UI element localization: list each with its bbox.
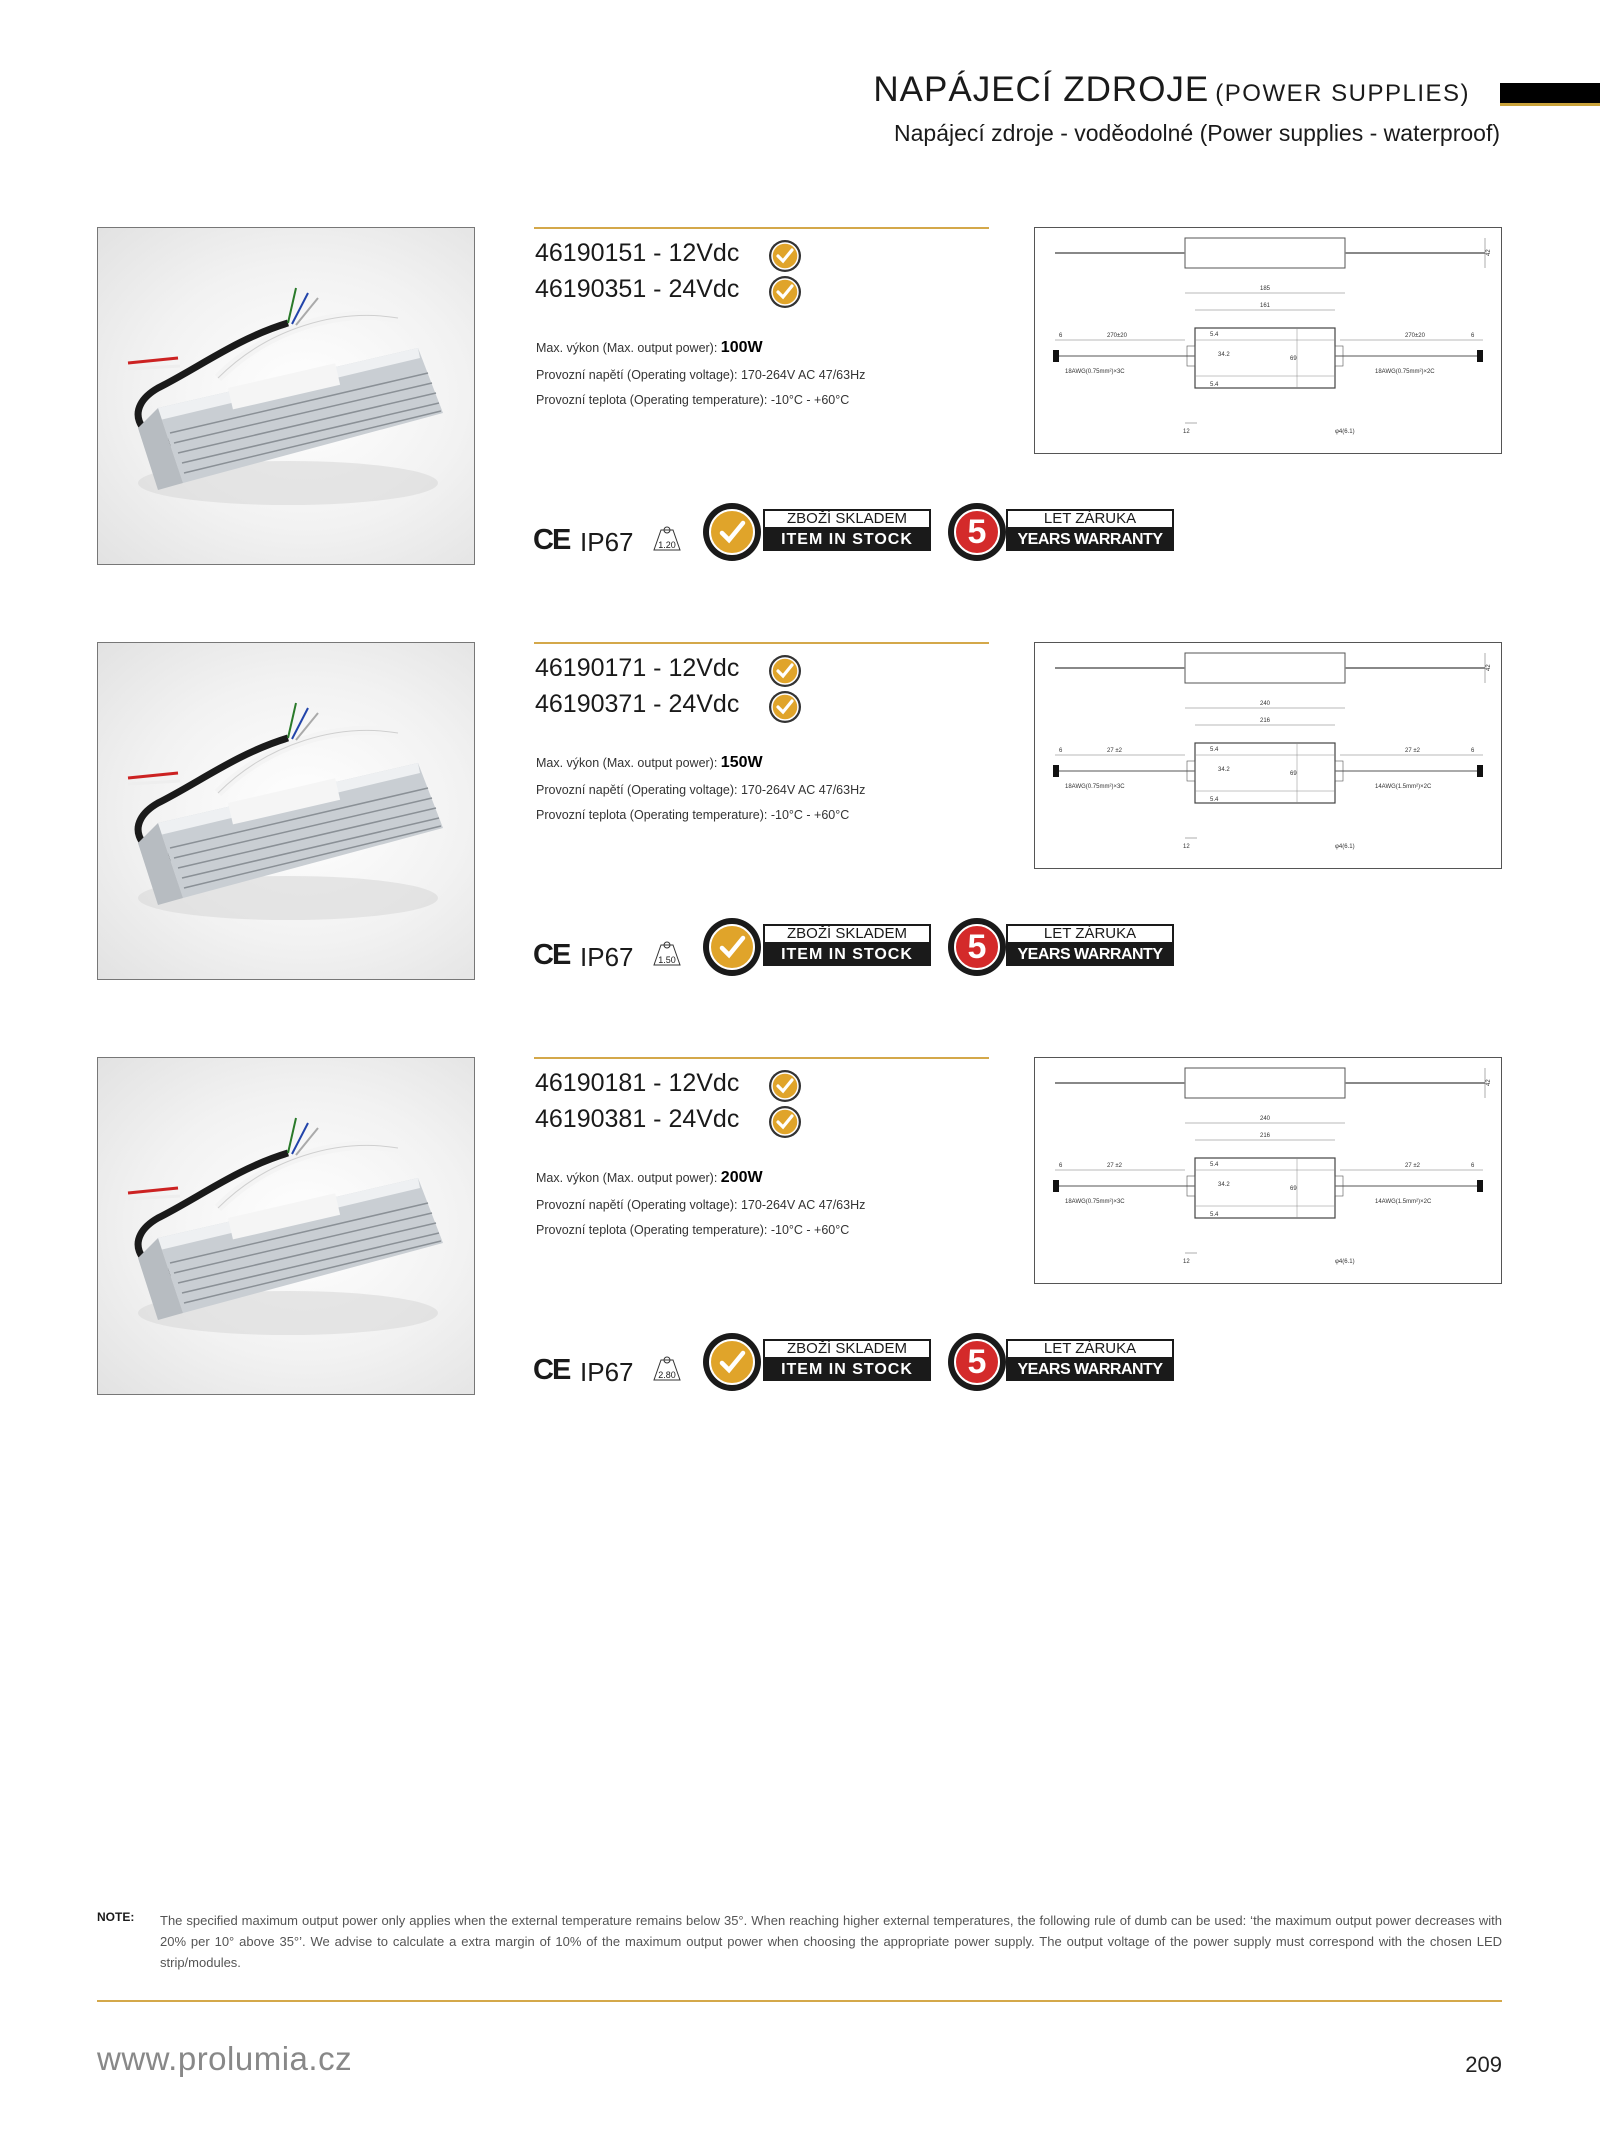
dimension-label: 14AWG(1.5mm²)×2C — [1375, 784, 1432, 790]
dimension-label: 240 — [1260, 701, 1271, 707]
dimension-label: 12 — [1183, 844, 1190, 850]
dimension-drawing — [1035, 228, 1501, 453]
warranty-label-cz: LET ZÁRUKA — [1006, 924, 1174, 944]
stock-label-cz: ZBOŽÍ SKLADEM — [763, 509, 931, 529]
dimension-label: 18AWG(0.75mm²)×2C — [1375, 369, 1435, 375]
warranty-five-icon: 5 — [948, 503, 1006, 561]
spec-power-label: Max. výkon (Max. output power): — [536, 756, 721, 770]
section-divider — [534, 642, 989, 644]
dimension-label: 42 — [1486, 249, 1492, 256]
dimension-label: 6 — [1059, 748, 1063, 754]
stock-check-icon — [703, 918, 761, 976]
spec-voltage: Provozní napětí (Operating voltage): 170-264V AC 47/63Hz — [536, 368, 866, 382]
weight-icon — [652, 526, 682, 550]
check-circle-icon — [768, 239, 802, 273]
item-in-stock-badge — [703, 918, 931, 978]
warranty-label-en: YEARS WARRANTY — [1006, 529, 1174, 551]
warranty-label-cz: LET ZÁRUKA — [1006, 1339, 1174, 1359]
dimension-label: φ4(6.1) — [1335, 1259, 1355, 1265]
technical-drawing — [1034, 642, 1502, 869]
title-accent-bar — [1500, 83, 1600, 103]
dimension-label: 42 — [1486, 664, 1492, 671]
dimension-label: 5.4 — [1210, 1162, 1219, 1168]
dimension-label: 216 — [1260, 718, 1271, 724]
stock-label-cz: ZBOŽÍ SKLADEM — [763, 924, 931, 944]
stock-label-en: ITEM IN STOCK — [763, 944, 931, 966]
dimension-label: 42 — [1486, 1079, 1492, 1086]
ip-rating: IP67 — [580, 527, 634, 557]
product-photo — [97, 1057, 475, 1395]
title-accent-gold-line — [1500, 103, 1600, 106]
dimension-label: φ4(6.1) — [1335, 844, 1355, 850]
warranty-badge — [948, 918, 1174, 978]
warranty-badge — [948, 503, 1174, 563]
product-section — [0, 227, 1600, 567]
dimension-label: 5.4 — [1210, 1212, 1219, 1218]
spec-power-label: Max. výkon (Max. output power): — [536, 341, 721, 355]
dimension-drawing — [1035, 1058, 1501, 1283]
spec-power — [536, 754, 763, 772]
spec-voltage: Provozní napětí (Operating voltage): 170-264V AC 47/63Hz — [536, 1198, 866, 1212]
note-text: The specified maximum output power only applies when the external temperature remains below 35°. When reaching higher external temperatures, the following rule of dumb can be used: ‘the maximum output power decreases with 20% per 10° above 35°’. We advise to calculate a extra margin of 10% of the maximum output power when choosing the appropriate power supply. The output voltage of the power supply must correspond with the chosen LED strip/modules. — [160, 1913, 1502, 1970]
section-divider — [534, 1057, 989, 1059]
model-24v: 46190381 - 24Vdc — [535, 1105, 740, 1133]
product-section — [0, 642, 1600, 982]
dimension-label: 6 — [1471, 748, 1475, 754]
spec-power — [536, 1169, 763, 1187]
weight-icon — [652, 1356, 682, 1380]
dimension-label: 185 — [1260, 286, 1271, 292]
spec-voltage: Provozní napětí (Operating voltage): 170-264V AC 47/63Hz — [536, 783, 866, 797]
warranty-label-en: YEARS WARRANTY — [1006, 1359, 1174, 1381]
check-circle-icon — [768, 275, 802, 309]
footer-divider — [97, 2000, 1502, 2002]
weight-icon — [652, 941, 682, 965]
dimension-label: 216 — [1260, 1133, 1271, 1139]
stock-check-icon — [703, 503, 761, 561]
product-photo — [97, 642, 475, 980]
spec-temperature: Provozní teplota (Operating temperature): -10°C - +60°C — [536, 1223, 850, 1237]
dimension-label: 5.4 — [1210, 382, 1219, 388]
spec-temperature: Provozní teplota (Operating temperature): -10°C - +60°C — [536, 808, 850, 822]
dimension-label: 6 — [1059, 1163, 1063, 1169]
weight-value: 2.80 — [658, 1370, 676, 1380]
check-circle-icon — [768, 1105, 802, 1139]
dimension-label: 12 — [1183, 1259, 1190, 1265]
dimension-label: 6 — [1059, 333, 1063, 339]
weight-value: 1.20 — [658, 540, 676, 550]
technical-drawing — [1034, 227, 1502, 454]
ce-mark: CE — [533, 939, 570, 971]
power-supply-image — [98, 1058, 474, 1394]
spec-power — [536, 339, 763, 357]
stock-label-cz: ZBOŽÍ SKLADEM — [763, 1339, 931, 1359]
page-title — [873, 70, 1470, 110]
website-url[interactable]: www.prolumia.cz — [97, 2040, 353, 2077]
dimension-label: 18AWG(0.75mm²)×3C — [1065, 784, 1125, 790]
product-section — [0, 1057, 1600, 1397]
dimension-label: 240 — [1260, 1116, 1271, 1122]
warranty-badge — [948, 1333, 1174, 1393]
stock-check-icon — [703, 1333, 761, 1391]
dimension-label: 270±20 — [1405, 333, 1425, 339]
dimension-label: 18AWG(0.75mm²)×3C — [1065, 1199, 1125, 1205]
ce-mark: CE — [533, 1354, 570, 1386]
dimension-label: 6 — [1471, 1163, 1475, 1169]
dimension-label: 12 — [1183, 429, 1190, 435]
weight-value: 1.50 — [658, 955, 676, 965]
dimension-label: 5.4 — [1210, 747, 1219, 753]
check-circle-icon — [768, 1069, 802, 1103]
dimension-label: 14AWG(1.5mm²)×2C — [1375, 1199, 1432, 1205]
check-circle-icon — [768, 654, 802, 688]
page-title-en: (POWER SUPPLIES) — [1215, 80, 1470, 107]
ip-rating: IP67 — [580, 942, 634, 972]
dimension-label: 6 — [1471, 333, 1475, 339]
model-24v: 46190351 - 24Vdc — [535, 275, 740, 303]
ip-rating: IP67 — [580, 1357, 634, 1387]
spec-power-value: 200W — [720, 1169, 763, 1186]
dimension-label: 5.4 — [1210, 797, 1219, 803]
model-24v: 46190371 - 24Vdc — [535, 690, 740, 718]
dimension-label: 161 — [1260, 303, 1271, 309]
dimension-label: 5.4 — [1210, 332, 1219, 338]
warranty-five-icon: 5 — [948, 918, 1006, 976]
dimension-label: 27 ±2 — [1405, 748, 1420, 754]
section-divider — [534, 227, 989, 229]
dimension-label: 27 ±2 — [1107, 748, 1122, 754]
page-title-cz: NAPÁJECÍ ZDROJE — [873, 70, 1210, 109]
dimension-label: 27 ±2 — [1107, 1163, 1122, 1169]
model-12v: 46190151 - 12Vdc — [535, 239, 740, 267]
note-label: NOTE: — [97, 1910, 135, 1924]
dimension-label: 34.2 — [1218, 767, 1230, 773]
product-photo — [97, 227, 475, 565]
page-number: 209 — [1465, 2052, 1502, 2077]
check-circle-icon — [768, 690, 802, 724]
warranty-label-en: YEARS WARRANTY — [1006, 944, 1174, 966]
spec-power-label: Max. výkon (Max. output power): — [536, 1171, 721, 1185]
model-12v: 46190171 - 12Vdc — [535, 654, 740, 682]
dimension-label: 270±20 — [1107, 333, 1127, 339]
technical-drawing — [1034, 1057, 1502, 1284]
power-supply-image — [98, 643, 474, 979]
dimension-label: φ4(6.1) — [1335, 429, 1355, 435]
page-subtitle: Napájecí zdroje - voděodolné (Power supplies - waterproof) — [894, 120, 1500, 146]
item-in-stock-badge — [703, 1333, 931, 1393]
spec-power-value: 100W — [720, 339, 763, 356]
warranty-five-icon: 5 — [948, 1333, 1006, 1391]
dimension-label: 34.2 — [1218, 1182, 1230, 1188]
dimension-label: 69 — [1290, 1186, 1297, 1192]
dimension-label: 69 — [1290, 771, 1297, 777]
stock-label-en: ITEM IN STOCK — [763, 1359, 931, 1381]
power-supply-image — [98, 228, 474, 564]
stock-label-en: ITEM IN STOCK — [763, 529, 931, 551]
ce-mark: CE — [533, 524, 570, 556]
dimension-label: 69 — [1290, 356, 1297, 362]
dimension-label: 34.2 — [1218, 352, 1230, 358]
dimension-drawing — [1035, 643, 1501, 868]
item-in-stock-badge — [703, 503, 931, 563]
dimension-label: 27 ±2 — [1405, 1163, 1420, 1169]
warranty-label-cz: LET ZÁRUKA — [1006, 509, 1174, 529]
spec-power-value: 150W — [720, 754, 763, 771]
model-12v: 46190181 - 12Vdc — [535, 1069, 740, 1097]
dimension-label: 18AWG(0.75mm²)×3C — [1065, 369, 1125, 375]
spec-temperature: Provozní teplota (Operating temperature): -10°C - +60°C — [536, 393, 850, 407]
